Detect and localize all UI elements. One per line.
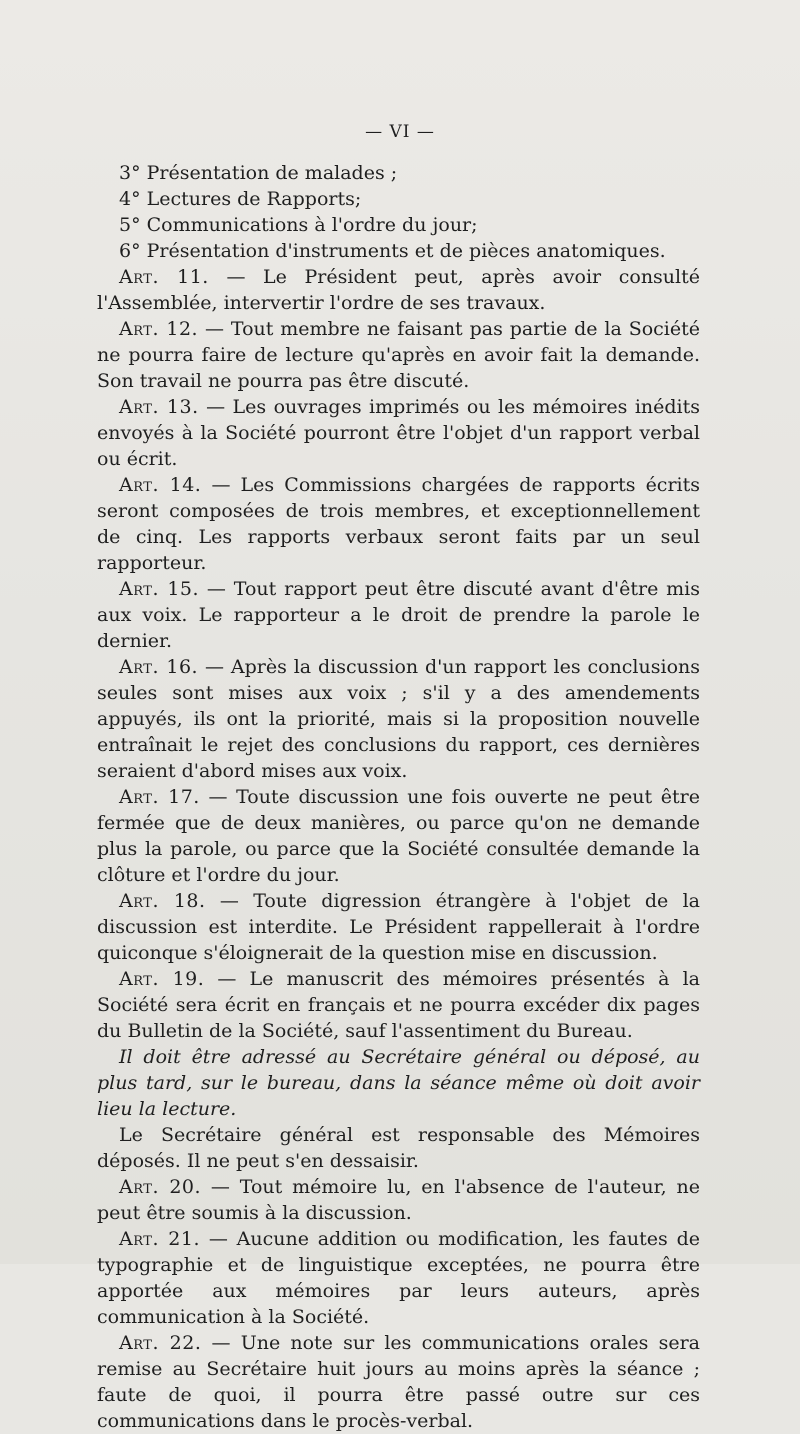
article-label: Art. 16. xyxy=(119,656,199,678)
article-11 xyxy=(97,264,700,316)
article-14 xyxy=(97,472,700,576)
article-13 xyxy=(97,394,700,472)
article-label: Art. 19. xyxy=(119,968,205,990)
list-item: 6° Présentation d'instruments et de pièces anatomiques. xyxy=(119,240,666,262)
article-label: Art. 11. xyxy=(119,266,209,288)
page-number: — VI — xyxy=(365,122,435,142)
article-text: — Toute digression étrangère à l'objet de la discussion est interdite. Le Président rappellerait à l'ordre quiconque s'éloignerait de la question mise en discussion. xyxy=(97,890,701,964)
page-content xyxy=(97,160,700,1434)
list-item: 4° Lectures de Rapports; xyxy=(119,188,362,210)
article-16 xyxy=(97,654,700,784)
article-text: — Les Commissions chargées de rapports écrits seront composées de trois membres, et exceptionnellement de cinq. Les rapports verbaux seront faits par un seul rapporteur. xyxy=(97,474,700,574)
article-text: — Tout mémoire lu, en l'absence de l'auteur, ne peut être soumis à la discussion. xyxy=(97,1176,700,1224)
article-label: Art. 20. xyxy=(119,1176,202,1198)
article-text: — Tout rapport peut être discuté avant d'être mis aux voix. Le rapporteur a le droit de prendre la parole le dernier. xyxy=(97,578,701,652)
article-text: — Le Président peut, après avoir consulté l'Assemblée, intervertir l'ordre de ses travaux. xyxy=(97,266,700,314)
article-text: — Aucune addition ou modification, les fautes de typographie et de linguistique exceptées, ne pourra être apportée aux mémoires par leurs auteurs, après communication à la Société. xyxy=(97,1228,700,1328)
list-item: 5° Communications à l'ordre du jour; xyxy=(119,214,478,236)
article-label: Art. 15. xyxy=(119,578,200,600)
article-20 xyxy=(97,1174,700,1226)
article-21 xyxy=(97,1226,700,1330)
article-19-note: Le Secrétaire général est responsable des Mémoires déposés. Il ne peut s'en dessaisir. xyxy=(97,1124,700,1172)
article-label: Art. 21. xyxy=(119,1228,201,1250)
article-17 xyxy=(97,784,700,888)
list-item: 3° Présentation de malades ; xyxy=(119,162,398,184)
article-label: Art. 12. xyxy=(119,318,199,340)
article-text: — Après la discussion d'un rapport les conclusions seules sont mises aux voix ; s'il y a des amendements appuyés, ils ont la priorité, mais si la proposition nouvelle entraînait le rejet des conclusions du rapport, ces dernières seraient d'abord mises aux voix. xyxy=(97,656,700,782)
article-text: — Tout membre ne faisant pas partie de la Société ne pourra faire de lecture qu'après en avoir fait la demande. Son travail ne pourra pas être discuté. xyxy=(97,318,701,392)
article-text: — Le manuscrit des mémoires présentés à la Société sera écrit en français et ne pourra excéder dix pages du Bulletin de la Société, sauf l'assentiment du Bureau. xyxy=(97,968,701,1042)
article-18 xyxy=(97,888,700,966)
article-label: Art. 22. xyxy=(119,1332,202,1354)
article-label: Art. 18. xyxy=(119,890,206,912)
article-12 xyxy=(97,316,700,394)
article-text: — Toute discussion une fois ouverte ne peut être fermée que de deux manières, ou parce qu'on ne demande plus la parole, ou parce que la Société consultée demande la clôture et l'ordre du jour. xyxy=(97,786,701,886)
article-15 xyxy=(97,576,700,654)
article-label: Art. 17. xyxy=(119,786,200,808)
article-19 xyxy=(97,966,700,1044)
article-label: Art. 14. xyxy=(119,474,202,496)
article-label: Art. 13. xyxy=(119,396,199,418)
article-text: — Une note sur les communications orales sera remise au Secrétaire huit jours au moins après la séance ; faute de quoi, il pourra être passé outre sur ces communications dans le procès-verbal. xyxy=(97,1332,700,1432)
article-text: — Les ouvrages imprimés ou les mémoires inédits envoyés à la Société pourront être l'objet d'un rapport verbal ou écrit. xyxy=(97,396,700,470)
article-19-italic: Il doit être adressé au Secrétaire général ou déposé, au plus tard, sur le bureau, dans la séance même où doit avoir lieu la lecture. xyxy=(97,1046,700,1120)
article-22 xyxy=(97,1330,700,1434)
